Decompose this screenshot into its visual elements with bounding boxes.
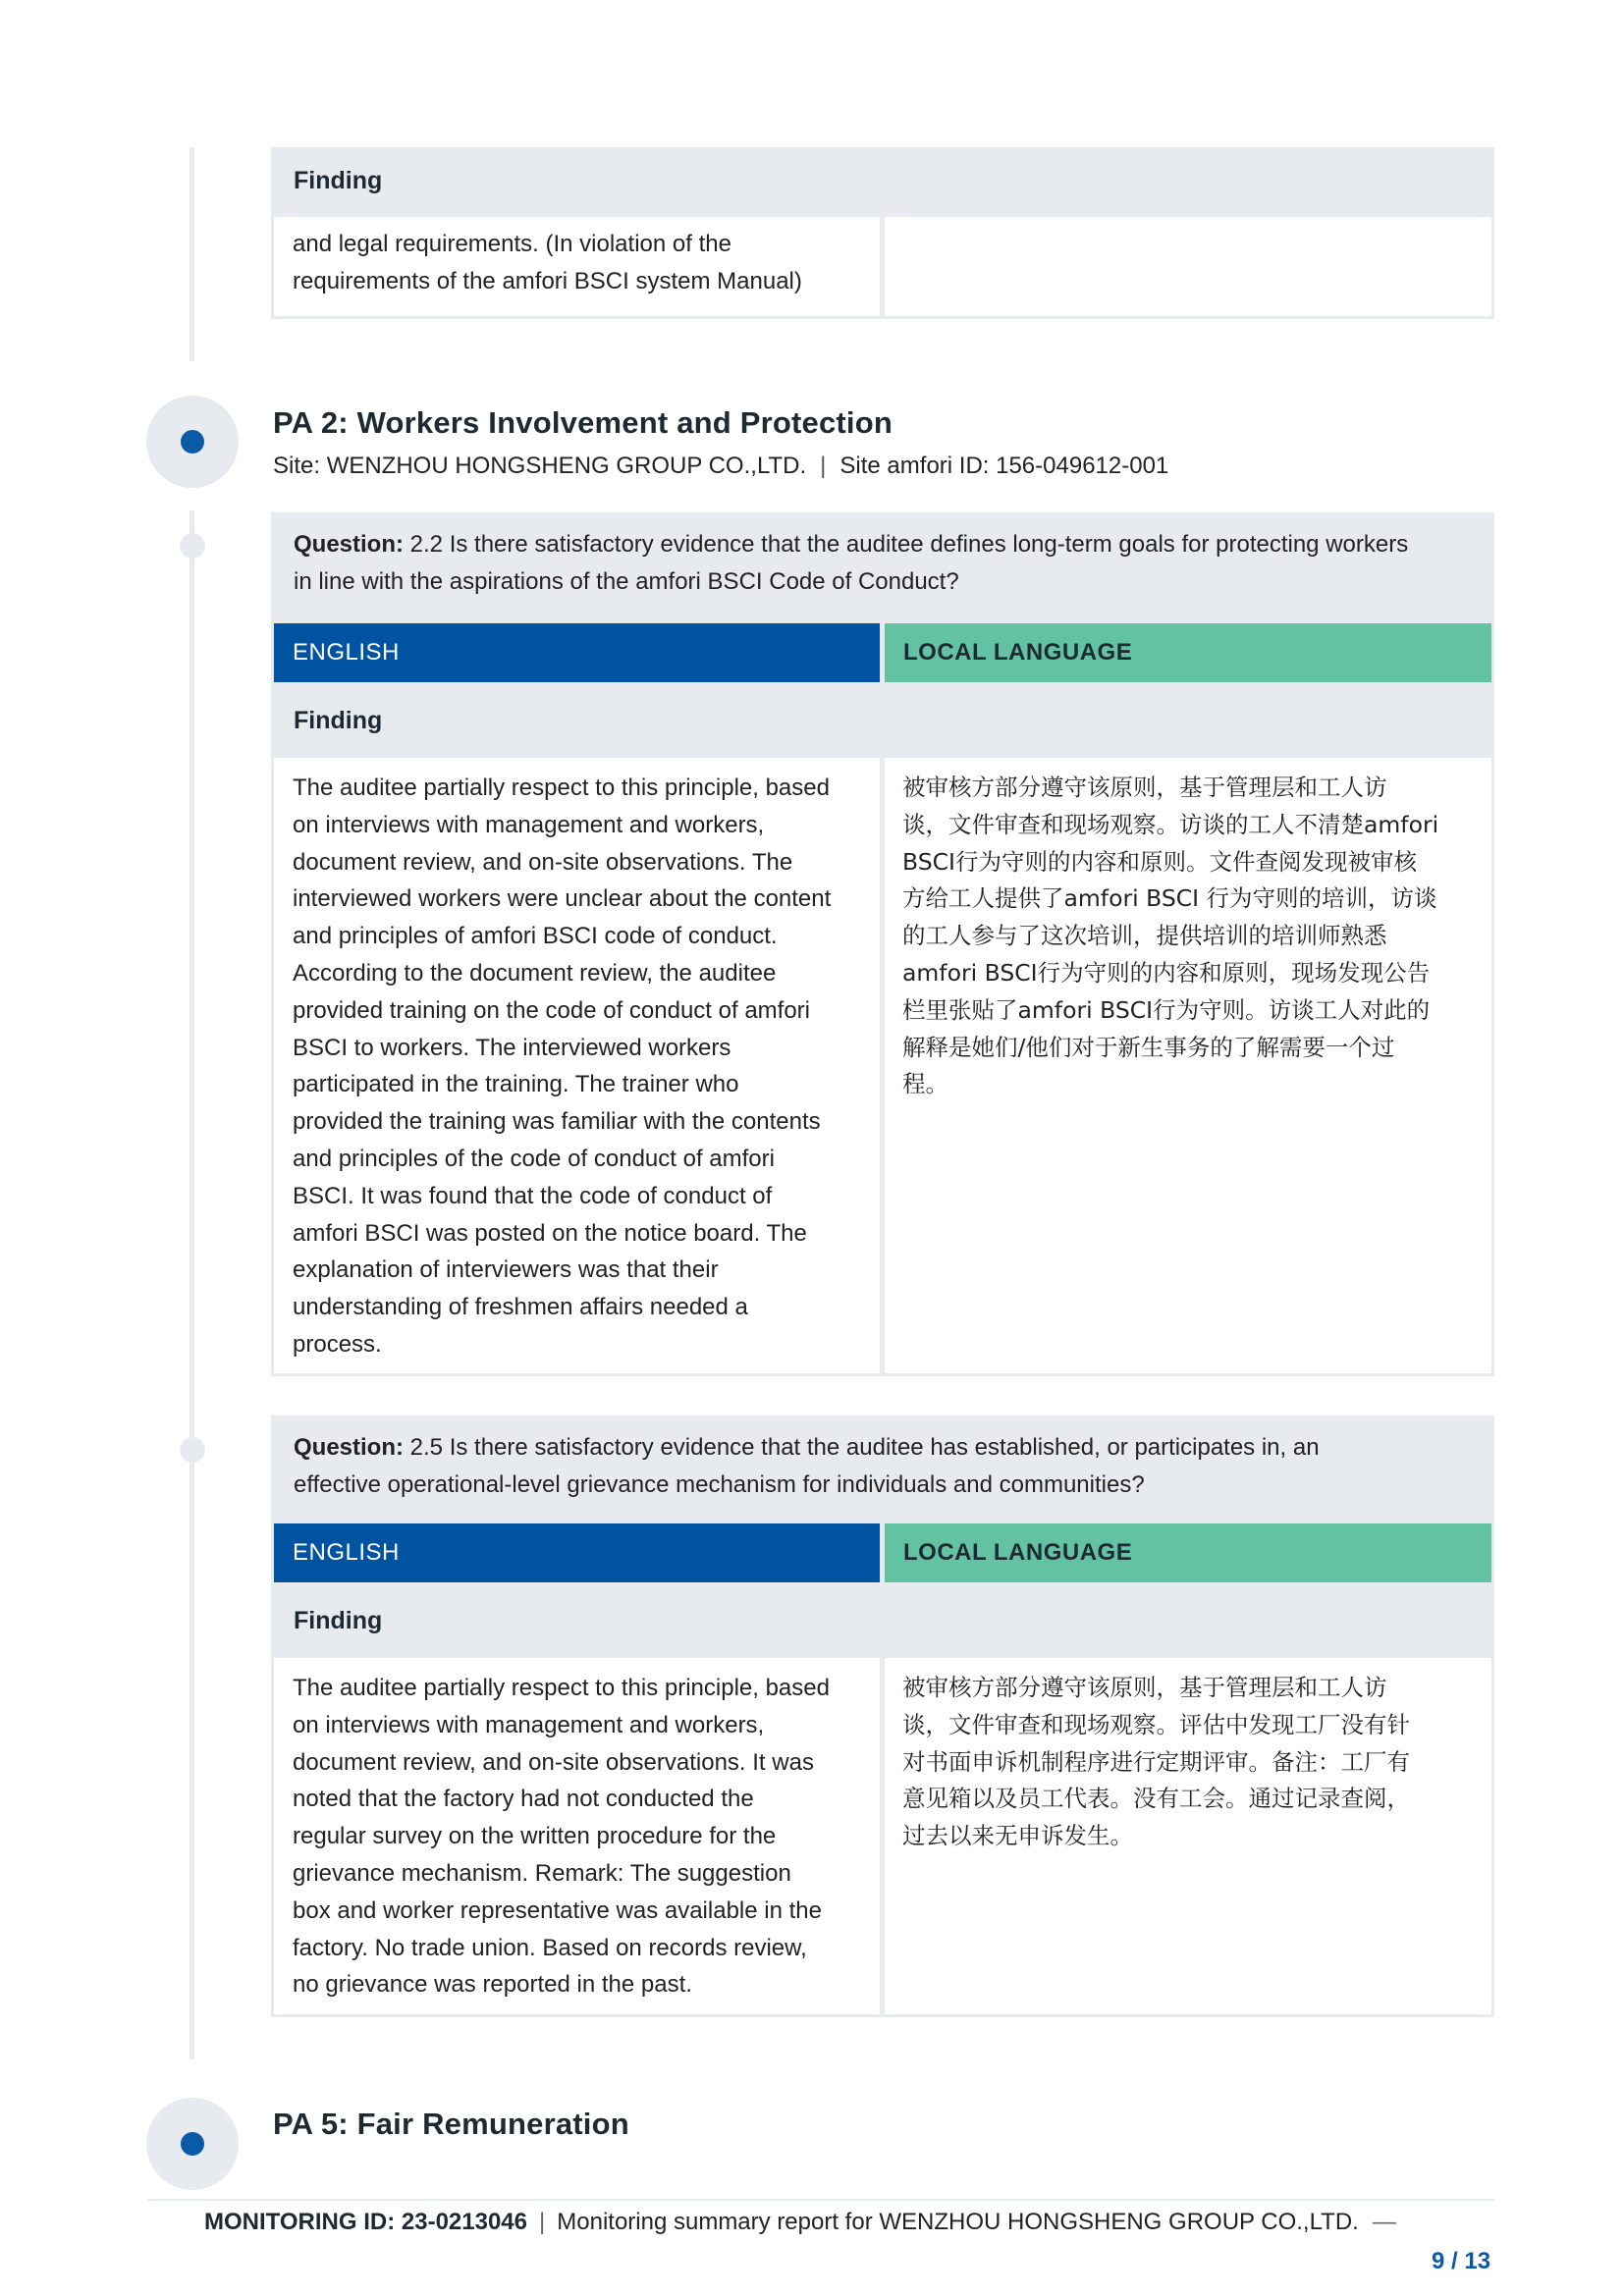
text-line: 谈，文件审查和现场观察。访谈的工人不清楚amfori — [902, 810, 1439, 838]
timeline-node — [146, 2098, 239, 2190]
site-name: Site: WENZHOU HONGSHENG GROUP CO.,LTD. — [273, 453, 807, 479]
text-line: document review, and on-site observations. It was — [293, 1748, 814, 1776]
text-line: no grievance was reported in the past. — [293, 1971, 692, 1999]
text-line: participated in the training. The trainer who — [293, 1071, 739, 1098]
timeline-step — [180, 1437, 205, 1463]
text-line: The auditee partially respect to this principle, based — [293, 1675, 830, 1701]
timeline-step — [180, 533, 205, 559]
timeline-node — [146, 396, 239, 488]
finding-english-cell — [274, 1658, 880, 2014]
text-line: understanding of freshmen affairs needed a — [293, 1294, 748, 1321]
text-line: grievance mechanism. Remark: The suggestion — [293, 1859, 791, 1887]
text-line: regular survey on the written procedure for the — [293, 1823, 777, 1850]
text-line: 谈，文件审查和现场观察。评估中发现工厂没有针 — [902, 1710, 1410, 1738]
text-line: noted that the factory had not conducted the — [293, 1786, 754, 1813]
text-line: The auditee partially respect to this principle, based — [293, 774, 830, 801]
text-line: document review, and on-site observations. The — [293, 848, 793, 876]
page-number: 9 / 13 — [1432, 2248, 1491, 2274]
monitoring-id: MONITORING ID: 23-0213046 — [204, 2209, 528, 2235]
text-line: and legal requirements. (In violation of the — [293, 231, 731, 257]
site-info — [273, 453, 1168, 480]
text-line: provided the training was familiar with the contents — [293, 1108, 821, 1136]
text-line: BSCI. It was found that the code of conduct of — [293, 1182, 773, 1209]
text-line: requirements of the amfori BSCI system Manual) — [293, 267, 802, 294]
question-line: Question: 2.2 Is there satisfactory evidence that the auditee defines long-term goals for protecting workers — [294, 531, 1409, 558]
timeline-dot — [181, 430, 204, 454]
finding-label: Finding — [294, 707, 383, 734]
text-line: BSCI to workers. The interviewed workers — [293, 1034, 731, 1061]
text-line: on interviews with management and workers, — [293, 811, 765, 838]
question-card — [271, 1415, 1494, 2017]
text-line: 意见箱以及员工代表。没有工会。通过记录查阅， — [902, 1785, 1410, 1813]
text-line: According to the document review, the auditee — [293, 959, 777, 987]
text-line: amfori BSCI行为守则的内容和原则，现场发现公告 — [902, 958, 1431, 987]
finding-local-cell — [885, 1658, 1491, 2014]
question-line: effective operational-level grievance mechanism for individuals and communities? — [294, 1471, 1145, 1498]
text-line: and principles of amfori BSCI code of conduct. — [293, 923, 778, 950]
report-title: Monitoring summary report for WENZHOU HONGSHENG GROUP CO.,LTD. — [557, 2209, 1359, 2235]
question-text — [271, 1415, 1494, 1504]
separator: | — [539, 2209, 546, 2235]
footer-dash: — — [1372, 2209, 1396, 2235]
text-line: 被审核方部分遵守该原则，基于管理层和工人访 — [902, 1674, 1387, 1701]
timeline-line — [189, 147, 194, 361]
finding-label: Finding — [294, 1607, 383, 1634]
section-title: PA 2: Workers Involvement and Protection — [273, 405, 893, 440]
footer — [204, 2209, 1396, 2236]
text-line: 被审核方部分遵守该原则，基于管理层和工人访 — [902, 774, 1387, 801]
question-prefix: Question: — [294, 531, 404, 558]
text-line: provided training on the code of conduct of amfori — [293, 996, 810, 1024]
text-line: 栏里张贴了amfori BSCI行为守则。访谈工人对此的 — [902, 995, 1431, 1024]
timeline-line — [189, 510, 194, 2059]
local-language-header: LOCAL LANGUAGE — [885, 623, 1491, 682]
section-title: PA 5: Fair Remuneration — [273, 2107, 629, 2141]
question-card — [271, 512, 1494, 1376]
separator: | — [820, 453, 827, 479]
text-line: process. — [293, 1330, 382, 1358]
text-line: 程。 — [902, 1070, 948, 1098]
text-line: and principles of the code of conduct of amfori — [293, 1145, 775, 1172]
text-line: box and worker representative was available in the — [293, 1896, 822, 1924]
footer-divider — [147, 2199, 1494, 2201]
finding-english-cell — [274, 217, 880, 316]
text-line: amfori BSCI was posted on the notice board. The — [293, 1219, 807, 1247]
finding-english-cell — [274, 758, 880, 1373]
text-line: 的工人参与了这次培训，提供培训的培训师熟悉 — [902, 922, 1387, 950]
text-line: on interviews with management and workers, — [293, 1711, 765, 1738]
question-prefix: Question: — [294, 1434, 404, 1461]
text-line: factory. No trade union. Based on records review, — [293, 1934, 807, 1961]
finding-card-continued — [271, 147, 1494, 319]
text-line: BSCI行为守则的内容和原则。文件查阅发现被审核 — [902, 847, 1417, 876]
finding-label: Finding — [294, 167, 383, 194]
text-line: 对书面申诉机制程序进行定期评审。备注：工厂有 — [902, 1747, 1410, 1776]
site-amfori-id: Site amfori ID: 156-049612-001 — [839, 453, 1169, 479]
english-header: ENGLISH — [274, 1523, 880, 1582]
timeline-dot — [181, 2132, 204, 2156]
text-line: 方给工人提供了amfori BSCI 行为守则的培训，访谈 — [902, 884, 1437, 913]
english-header: ENGLISH — [274, 623, 880, 682]
text-line: explanation of interviewers was that their — [293, 1256, 719, 1284]
question-line: in line with the aspirations of the amfori BSCI Code of Conduct? — [294, 568, 959, 595]
text-line: 解释是她们/他们对于新生事务的了解需要一个过 — [902, 1033, 1395, 1061]
question-text — [271, 512, 1494, 601]
text-line: 过去以来无申诉发生。 — [902, 1822, 1133, 1850]
finding-local-cell — [885, 217, 1491, 316]
text-line: interviewed workers were unclear about the content — [293, 885, 832, 913]
finding-local-cell — [885, 758, 1491, 1373]
question-line: Question: 2.5 Is there satisfactory evidence that the auditee has established, or participates in, an — [294, 1434, 1320, 1461]
local-language-header: LOCAL LANGUAGE — [885, 1523, 1491, 1582]
